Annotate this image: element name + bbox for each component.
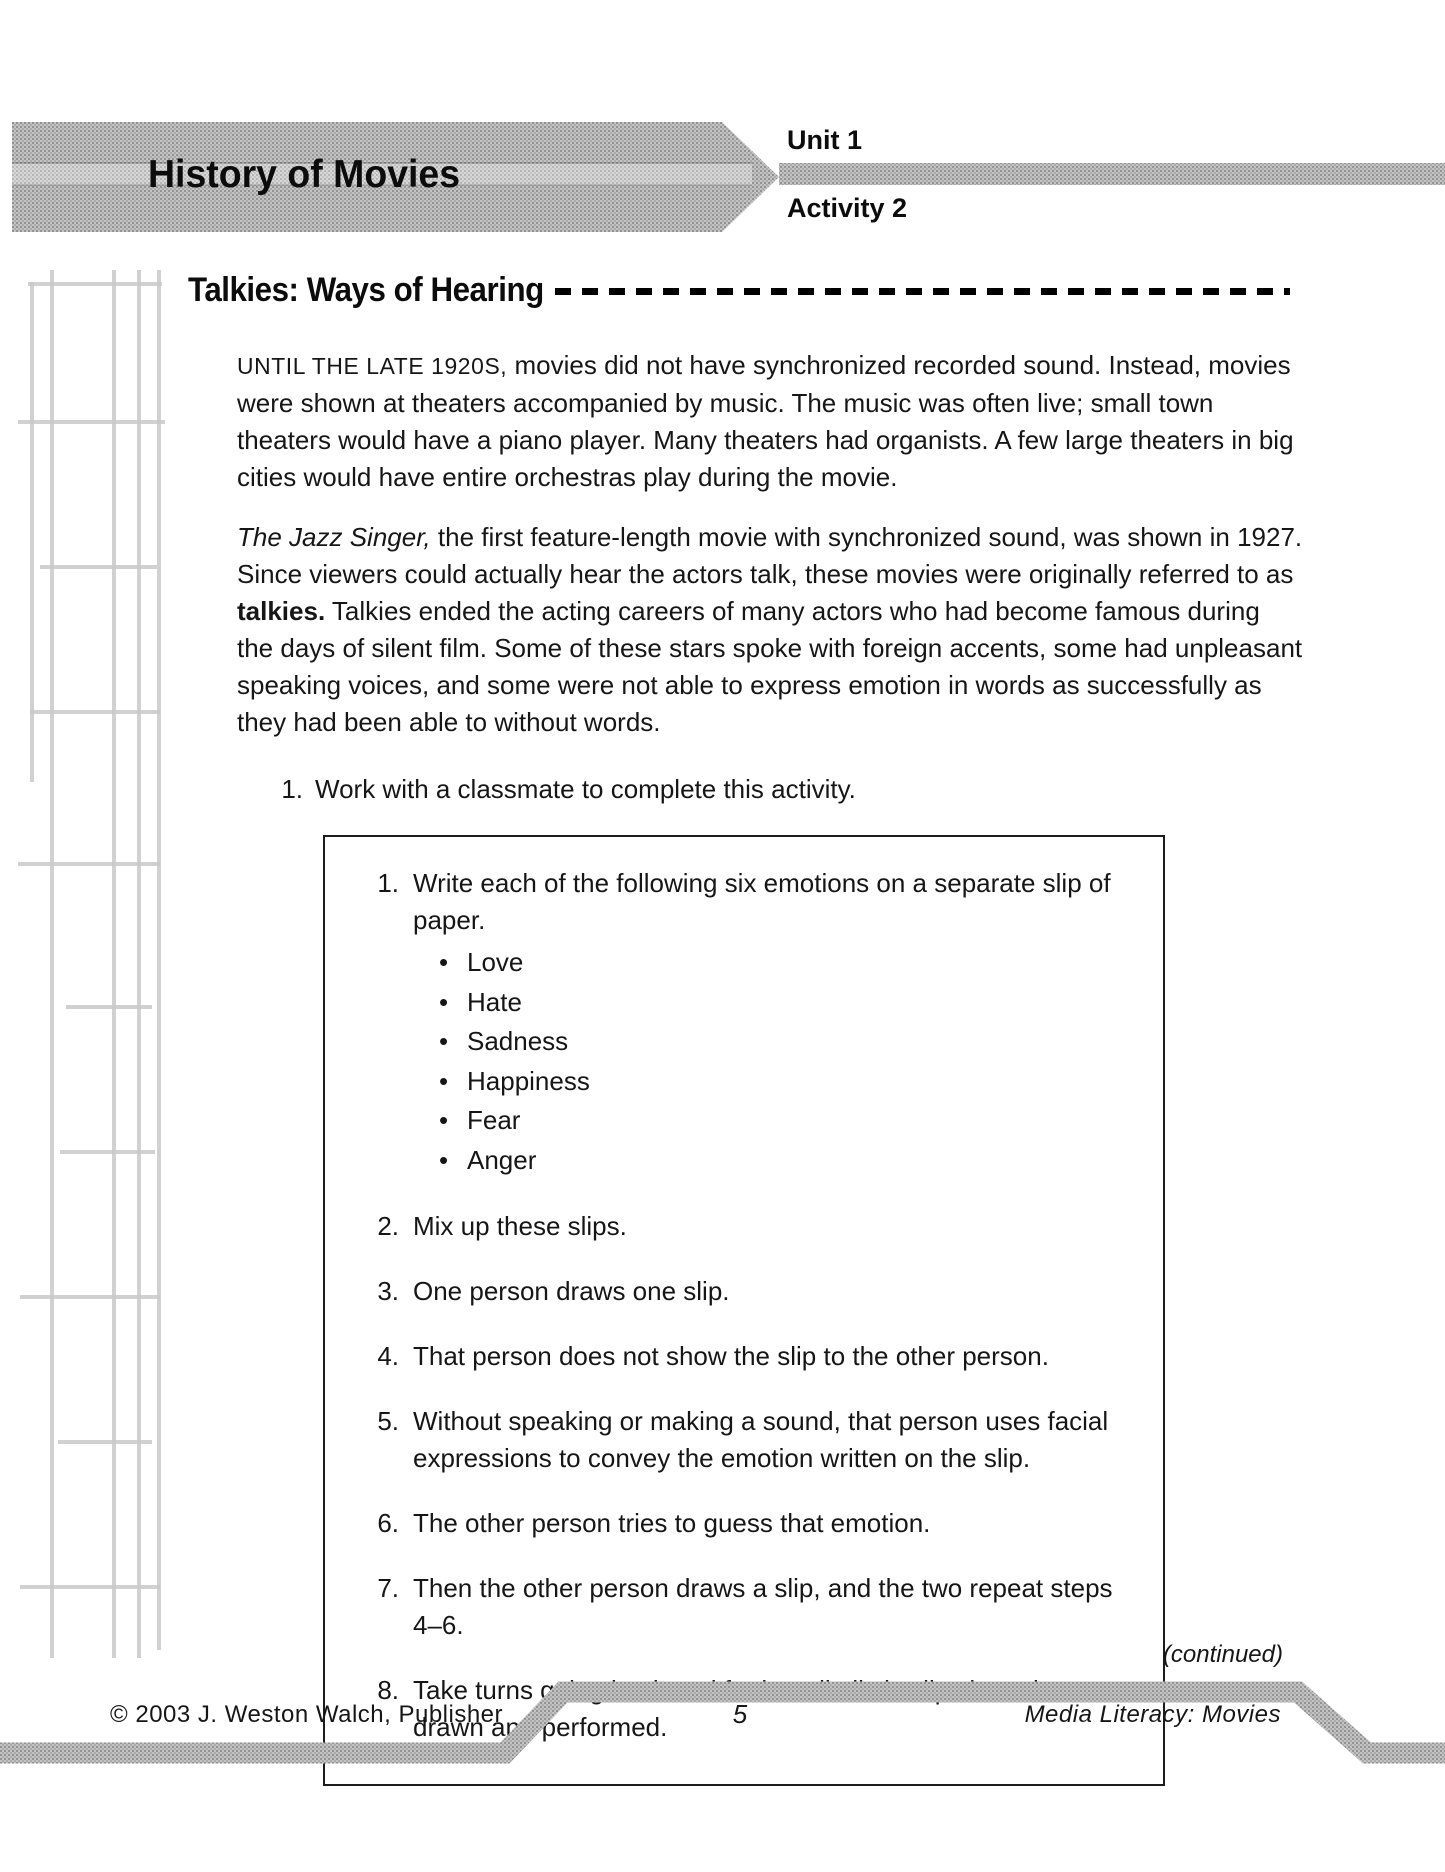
bullet-icon — [439, 1022, 467, 1062]
film-strip-decoration — [0, 266, 172, 1658]
continued-note: (continued) — [1162, 1641, 1283, 1668]
bullet-icon — [439, 1062, 467, 1102]
instruction-text: Work with a classmate to complete this activity. — [315, 774, 856, 804]
step-number: 4. — [377, 1341, 399, 1371]
emotion-label: Hate — [467, 986, 522, 1017]
footer-copyright: © 2003 J. Weston Walch, Publisher — [110, 1701, 504, 1728]
title-dash-rule — [555, 288, 1290, 295]
footer-band-graphic — [0, 1670, 1445, 1790]
bullet-icon — [439, 983, 467, 1023]
step-text: Mix up these slips. — [413, 1211, 627, 1241]
list-item — [439, 1062, 1141, 1102]
emotion-label: Love — [467, 947, 524, 977]
body-content — [237, 347, 1303, 1786]
step-item — [365, 1273, 1141, 1310]
step-item — [365, 865, 1141, 939]
step-item — [365, 1403, 1141, 1477]
step-item — [365, 1338, 1141, 1375]
step-number: 5. — [377, 1406, 399, 1436]
list-item — [439, 1141, 1141, 1181]
bullet-icon — [439, 1141, 467, 1181]
banner-title: History of Movies — [148, 153, 461, 196]
step-number: 6. — [377, 1508, 399, 1538]
list-item — [439, 983, 1141, 1023]
instruction-number: 1. — [281, 774, 303, 804]
footer-book-title: Media Literacy: Movies — [1024, 1701, 1281, 1728]
step-item — [365, 1505, 1141, 1542]
title-row — [188, 271, 1290, 310]
step-number: 3. — [377, 1276, 399, 1306]
step-text: Then the other person draws a slip, and the two repeat steps 4–6. — [413, 1573, 1113, 1640]
activity-steps-box — [323, 835, 1165, 1786]
activity-label: Activity 2 — [787, 193, 908, 223]
list-item — [439, 943, 1141, 983]
emotion-label: Fear — [467, 1105, 521, 1135]
list-item — [439, 1101, 1141, 1141]
emotion-label: Happiness — [467, 1065, 590, 1096]
banner-stripe — [779, 163, 1445, 185]
step-text: Write each of the following six emotions on a separate slip of paper. — [413, 868, 1111, 935]
intro-paragraph-1: UNTIL THE LATE 1920S, movies did not have synchronized recorded sound. Instead, movies were shown at theaters accompanied by music. The music was often live; small town theaters would have a piano player. Many theaters had organists. A few large theaters in big cities would have entire orchestras play during the movie. — [237, 350, 1294, 492]
step-number: 8. — [377, 1675, 399, 1705]
step-text: The other person tries to guess that emotion. — [413, 1508, 931, 1538]
emotion-bullet-list — [439, 943, 1141, 1180]
list-item — [439, 1022, 1141, 1062]
bullet-icon — [439, 1101, 467, 1141]
bullet-icon — [439, 943, 467, 983]
step-text: Without speaking or making a sound, that person uses facial expressions to convey the emotion written on the slip. — [413, 1406, 1109, 1473]
step-number: 2. — [377, 1211, 399, 1241]
step-item — [365, 1208, 1141, 1245]
page-title: Talkies: Ways of Hearing — [188, 271, 544, 309]
step-number: 1. — [377, 868, 399, 898]
emotion-label: Anger — [467, 1144, 537, 1175]
instruction-item — [237, 771, 1303, 808]
footer-page-number: 5 — [732, 1699, 748, 1729]
step-text: One person draws one slip. — [413, 1276, 730, 1306]
step-text: Take turns going back and forth until all six slips have been drawn and performed. — [413, 1675, 1091, 1742]
step-number: 7. — [377, 1573, 399, 1603]
step-text: That person does not show the slip to the other person. — [413, 1341, 1049, 1371]
step-item — [365, 1570, 1141, 1644]
unit-label: Unit 1 — [787, 125, 863, 155]
emotion-label: Sadness — [467, 1026, 569, 1056]
intro-paragraph-2: The Jazz Singer, the first feature-length movie with synchronized sound, was shown in 1927. Since viewers could actually hear the actors talk, these movies were originally referred to as talkies. Talkies ended the acting careers of many actors who had become famous during the days of silent film. Some of these stars spoke with foreign accents, some had unpleasant speaking voices, and some were not able to express emotion in words as successfully as they had been able to without words. — [237, 522, 1303, 737]
